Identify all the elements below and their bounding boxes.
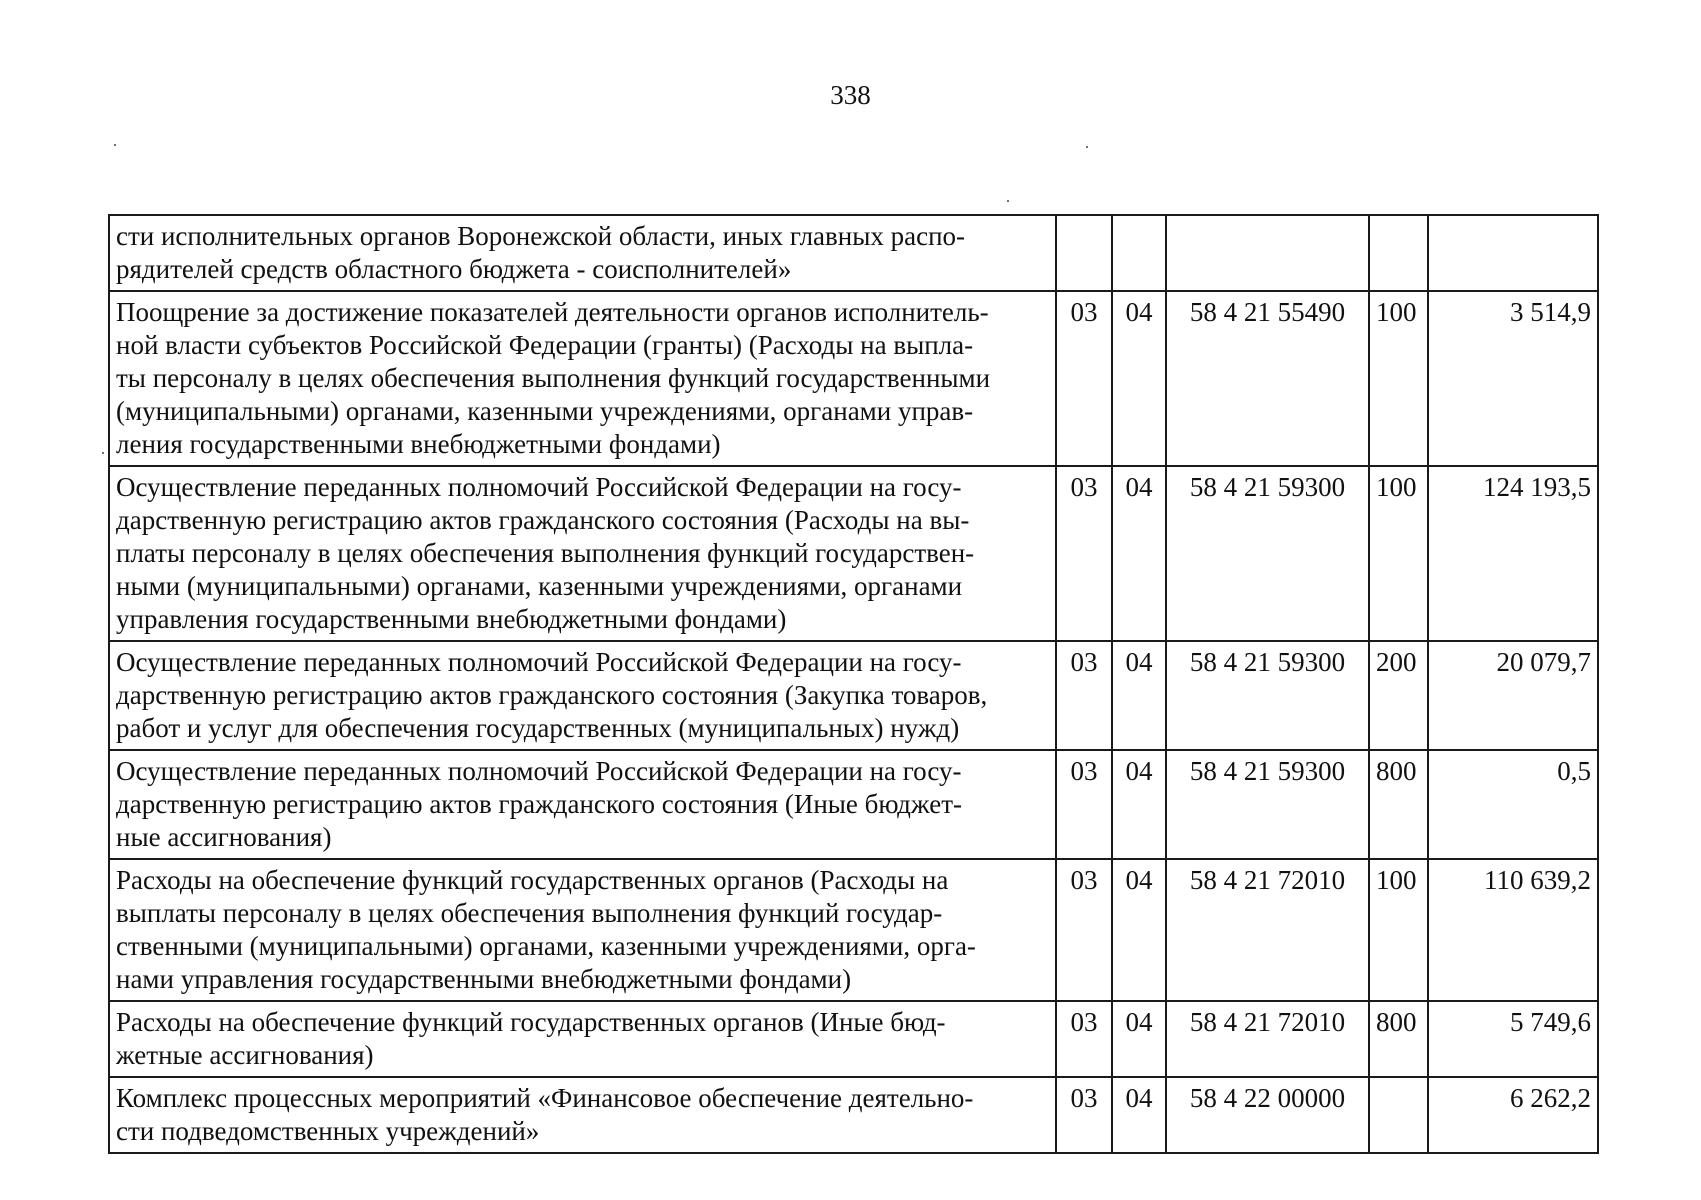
section-code: 03 xyxy=(1056,1077,1112,1153)
target-article-code: 58 4 21 55490 xyxy=(1166,291,1369,466)
row-description xyxy=(109,750,1056,859)
expense-type-code: 100 xyxy=(1369,466,1428,641)
scan-speck xyxy=(1086,146,1088,148)
table-row xyxy=(109,1001,1598,1077)
scan-speck xyxy=(102,452,104,454)
target-article-code: 58 4 21 72010 xyxy=(1166,859,1369,1001)
expense-type-code xyxy=(1369,215,1428,291)
description-line: Комплекс процессных мероприятий «Финансовое обеспечение деятельно- xyxy=(116,1083,974,1113)
description-line: Поощрение за достижение показателей деятельности органов исполнитель- xyxy=(116,297,989,327)
description-line: нами управления государственными внебюджетными фондами) xyxy=(116,964,852,994)
scan-speck xyxy=(1007,200,1009,202)
row-description xyxy=(109,641,1056,750)
target-article-code: 58 4 21 72010 xyxy=(1166,1001,1369,1077)
description-line: рядителей средств областного бюджета - соисполнителей» xyxy=(116,254,792,284)
table-row xyxy=(109,215,1598,291)
scan-speck xyxy=(114,144,116,146)
description-line: жетные ассигнования) xyxy=(116,1040,374,1070)
subsection-code xyxy=(1112,215,1166,291)
row-description xyxy=(109,859,1056,1001)
description-line: платы персоналу в целях обеспечения выполнения функций государствен- xyxy=(116,538,975,568)
subsection-code: 04 xyxy=(1112,750,1166,859)
description-line: управления государственными внебюджетными фондами) xyxy=(116,604,787,634)
amount: 20 079,7 xyxy=(1428,641,1598,750)
amount: 6 262,2 xyxy=(1428,1077,1598,1153)
table-row xyxy=(109,641,1598,750)
row-description xyxy=(109,291,1056,466)
description-line: Осуществление переданных полномочий Российской Федерации на госу- xyxy=(116,647,962,677)
expense-type-code: 200 xyxy=(1369,641,1428,750)
target-article-code: 58 4 22 00000 xyxy=(1166,1077,1369,1153)
section-code xyxy=(1056,215,1112,291)
description-line: Расходы на обеспечение функций государственных органов (Иные бюд- xyxy=(116,1007,946,1037)
description-line: Осуществление переданных полномочий Российской Федерации на госу- xyxy=(116,756,962,786)
amount xyxy=(1428,215,1598,291)
target-article-code: 58 4 21 59300 xyxy=(1166,641,1369,750)
description-line: ными (муниципальными) органами, казенными учреждениями, органами xyxy=(116,571,963,601)
amount: 0,5 xyxy=(1428,750,1598,859)
subsection-code: 04 xyxy=(1112,641,1166,750)
expense-type-code: 800 xyxy=(1369,1001,1428,1077)
expense-type-code: 100 xyxy=(1369,859,1428,1001)
section-code: 03 xyxy=(1056,291,1112,466)
budget-table-body xyxy=(109,215,1598,1153)
target-article-code: 58 4 21 59300 xyxy=(1166,750,1369,859)
amount: 110 639,2 xyxy=(1428,859,1598,1001)
description-line: (муниципальными) органами, казенными учреждениями, органами управ- xyxy=(116,396,974,426)
description-line: ные ассигнования) xyxy=(116,822,332,852)
amount: 3 514,9 xyxy=(1428,291,1598,466)
description-line: ной власти субъектов Российской Федерации (гранты) (Расходы на выпла- xyxy=(116,330,974,360)
target-article-code: 58 4 21 59300 xyxy=(1166,466,1369,641)
table-row xyxy=(109,750,1598,859)
expense-type-code: 800 xyxy=(1369,750,1428,859)
subsection-code: 04 xyxy=(1112,466,1166,641)
section-code: 03 xyxy=(1056,750,1112,859)
description-line: Расходы на обеспечение функций государственных органов (Расходы на xyxy=(116,865,949,895)
description-line: Осуществление переданных полномочий Российской Федерации на госу- xyxy=(116,472,962,502)
description-line: ственными (муниципальными) органами, казенными учреждениями, орга- xyxy=(116,931,976,961)
description-line: работ и услуг для обеспечения государственных (муниципальных) нужд) xyxy=(116,713,960,743)
description-line: ления государственными внебюджетными фондами) xyxy=(116,429,721,459)
section-code: 03 xyxy=(1056,859,1112,1001)
subsection-code: 04 xyxy=(1112,1001,1166,1077)
section-code: 03 xyxy=(1056,466,1112,641)
page-number: 338 xyxy=(830,80,871,110)
budget-table xyxy=(108,214,1599,1154)
row-description xyxy=(109,466,1056,641)
table-row xyxy=(109,466,1598,641)
row-description xyxy=(109,1001,1056,1077)
table-row xyxy=(109,291,1598,466)
table-row xyxy=(109,859,1598,1001)
description-line: выплаты персоналу в целях обеспечения выполнения функций государ- xyxy=(116,898,943,928)
subsection-code: 04 xyxy=(1112,291,1166,466)
expense-type-code: 100 xyxy=(1369,291,1428,466)
amount: 124 193,5 xyxy=(1428,466,1598,641)
section-code: 03 xyxy=(1056,1001,1112,1077)
row-description xyxy=(109,215,1056,291)
description-line: дарственную регистрацию актов гражданского состояния (Расходы на вы- xyxy=(116,505,970,535)
description-line: сти исполнительных органов Воронежской области, иных главных распо- xyxy=(116,221,966,251)
amount: 5 749,6 xyxy=(1428,1001,1598,1077)
row-description xyxy=(109,1077,1056,1153)
description-line: сти подведомственных учреждений» xyxy=(116,1116,540,1146)
description-line: ты персоналу в целях обеспечения выполнения функций государственными xyxy=(116,363,991,393)
subsection-code: 04 xyxy=(1112,1077,1166,1153)
description-line: дарственную регистрацию актов гражданского состояния (Закупка товаров, xyxy=(116,680,988,710)
description-line: дарственную регистрацию актов гражданского состояния (Иные бюджет- xyxy=(116,789,962,819)
section-code: 03 xyxy=(1056,641,1112,750)
table-row xyxy=(109,1077,1598,1153)
target-article-code xyxy=(1166,215,1369,291)
expense-type-code xyxy=(1369,1077,1428,1153)
subsection-code: 04 xyxy=(1112,859,1166,1001)
